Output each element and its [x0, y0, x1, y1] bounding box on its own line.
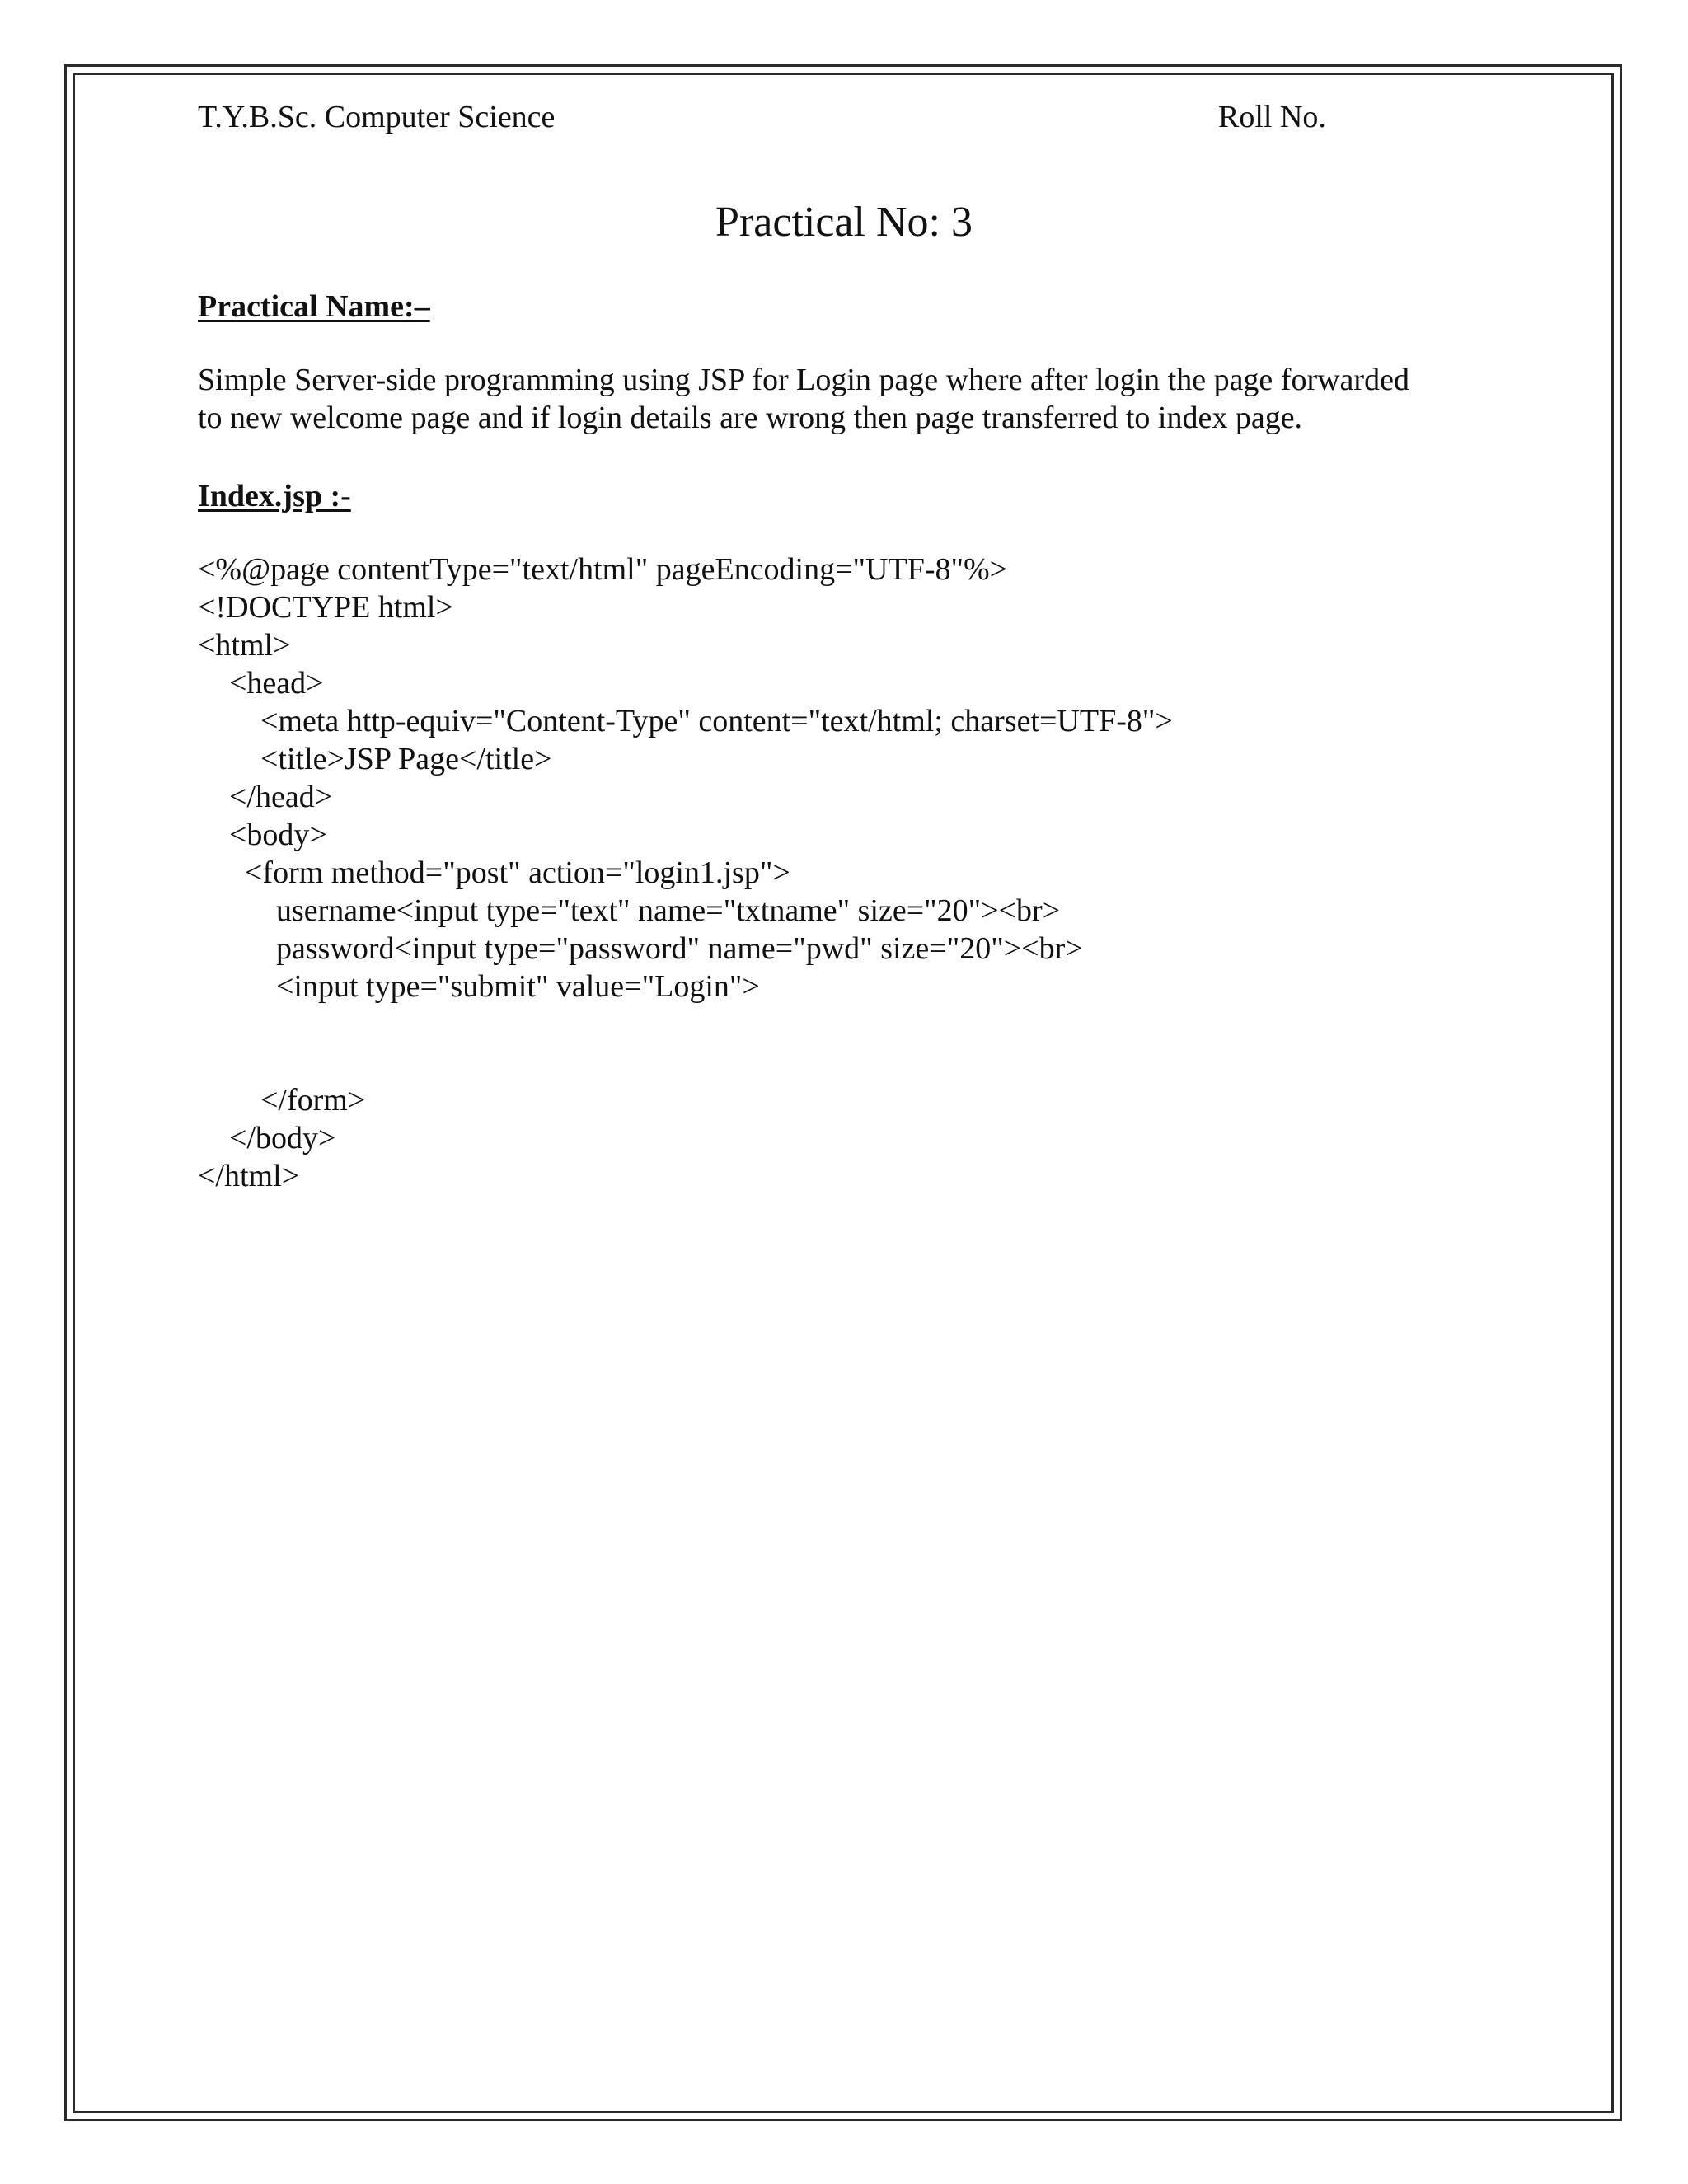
code-line: </form> [198, 1083, 366, 1118]
code-line: <title>JSP Page</title> [198, 742, 552, 776]
code-line: <!DOCTYPE html> [198, 590, 453, 625]
code-line: </html> [198, 1159, 300, 1193]
course-label: T.Y.B.Sc. Computer Science [198, 100, 556, 134]
roll-number-label: Roll No. [1218, 100, 1326, 134]
code-listing [198, 551, 1173, 1195]
description-line: Simple Server-side programming using JSP for Login page where after login the page forwarded [198, 363, 1409, 397]
code-line: password<input type="password" name="pwd" size="20"><br> [198, 931, 1083, 966]
code-line: <head> [198, 666, 324, 701]
code-line: <meta http-equiv="Content-Type" content="text/html; charset=UTF-8"> [198, 704, 1173, 738]
index-jsp-heading: Index.jsp :- [198, 479, 351, 513]
code-line: <body> [198, 818, 327, 852]
code-line: </head> [198, 780, 333, 814]
page-title: Practical No: 3 [715, 199, 973, 246]
code-blank-gap [198, 1005, 1173, 1081]
code-line: </body> [198, 1121, 336, 1155]
code-line: username<input type="text" name="txtname" size="20"><br> [198, 893, 1061, 928]
code-line: <%@page contentType="text/html" pageEncoding="UTF-8"%> [198, 552, 1008, 587]
code-line: <input type="submit" value="Login"> [198, 969, 760, 1004]
code-line: <html> [198, 628, 291, 663]
description-line: to new welcome page and if login details are wrong then page transferred to index page. [198, 401, 1303, 435]
practical-name-heading: Practical Name:– [198, 289, 430, 324]
practical-description [198, 361, 1550, 437]
code-line: <form method="post" action="login1.jsp"> [198, 855, 790, 890]
